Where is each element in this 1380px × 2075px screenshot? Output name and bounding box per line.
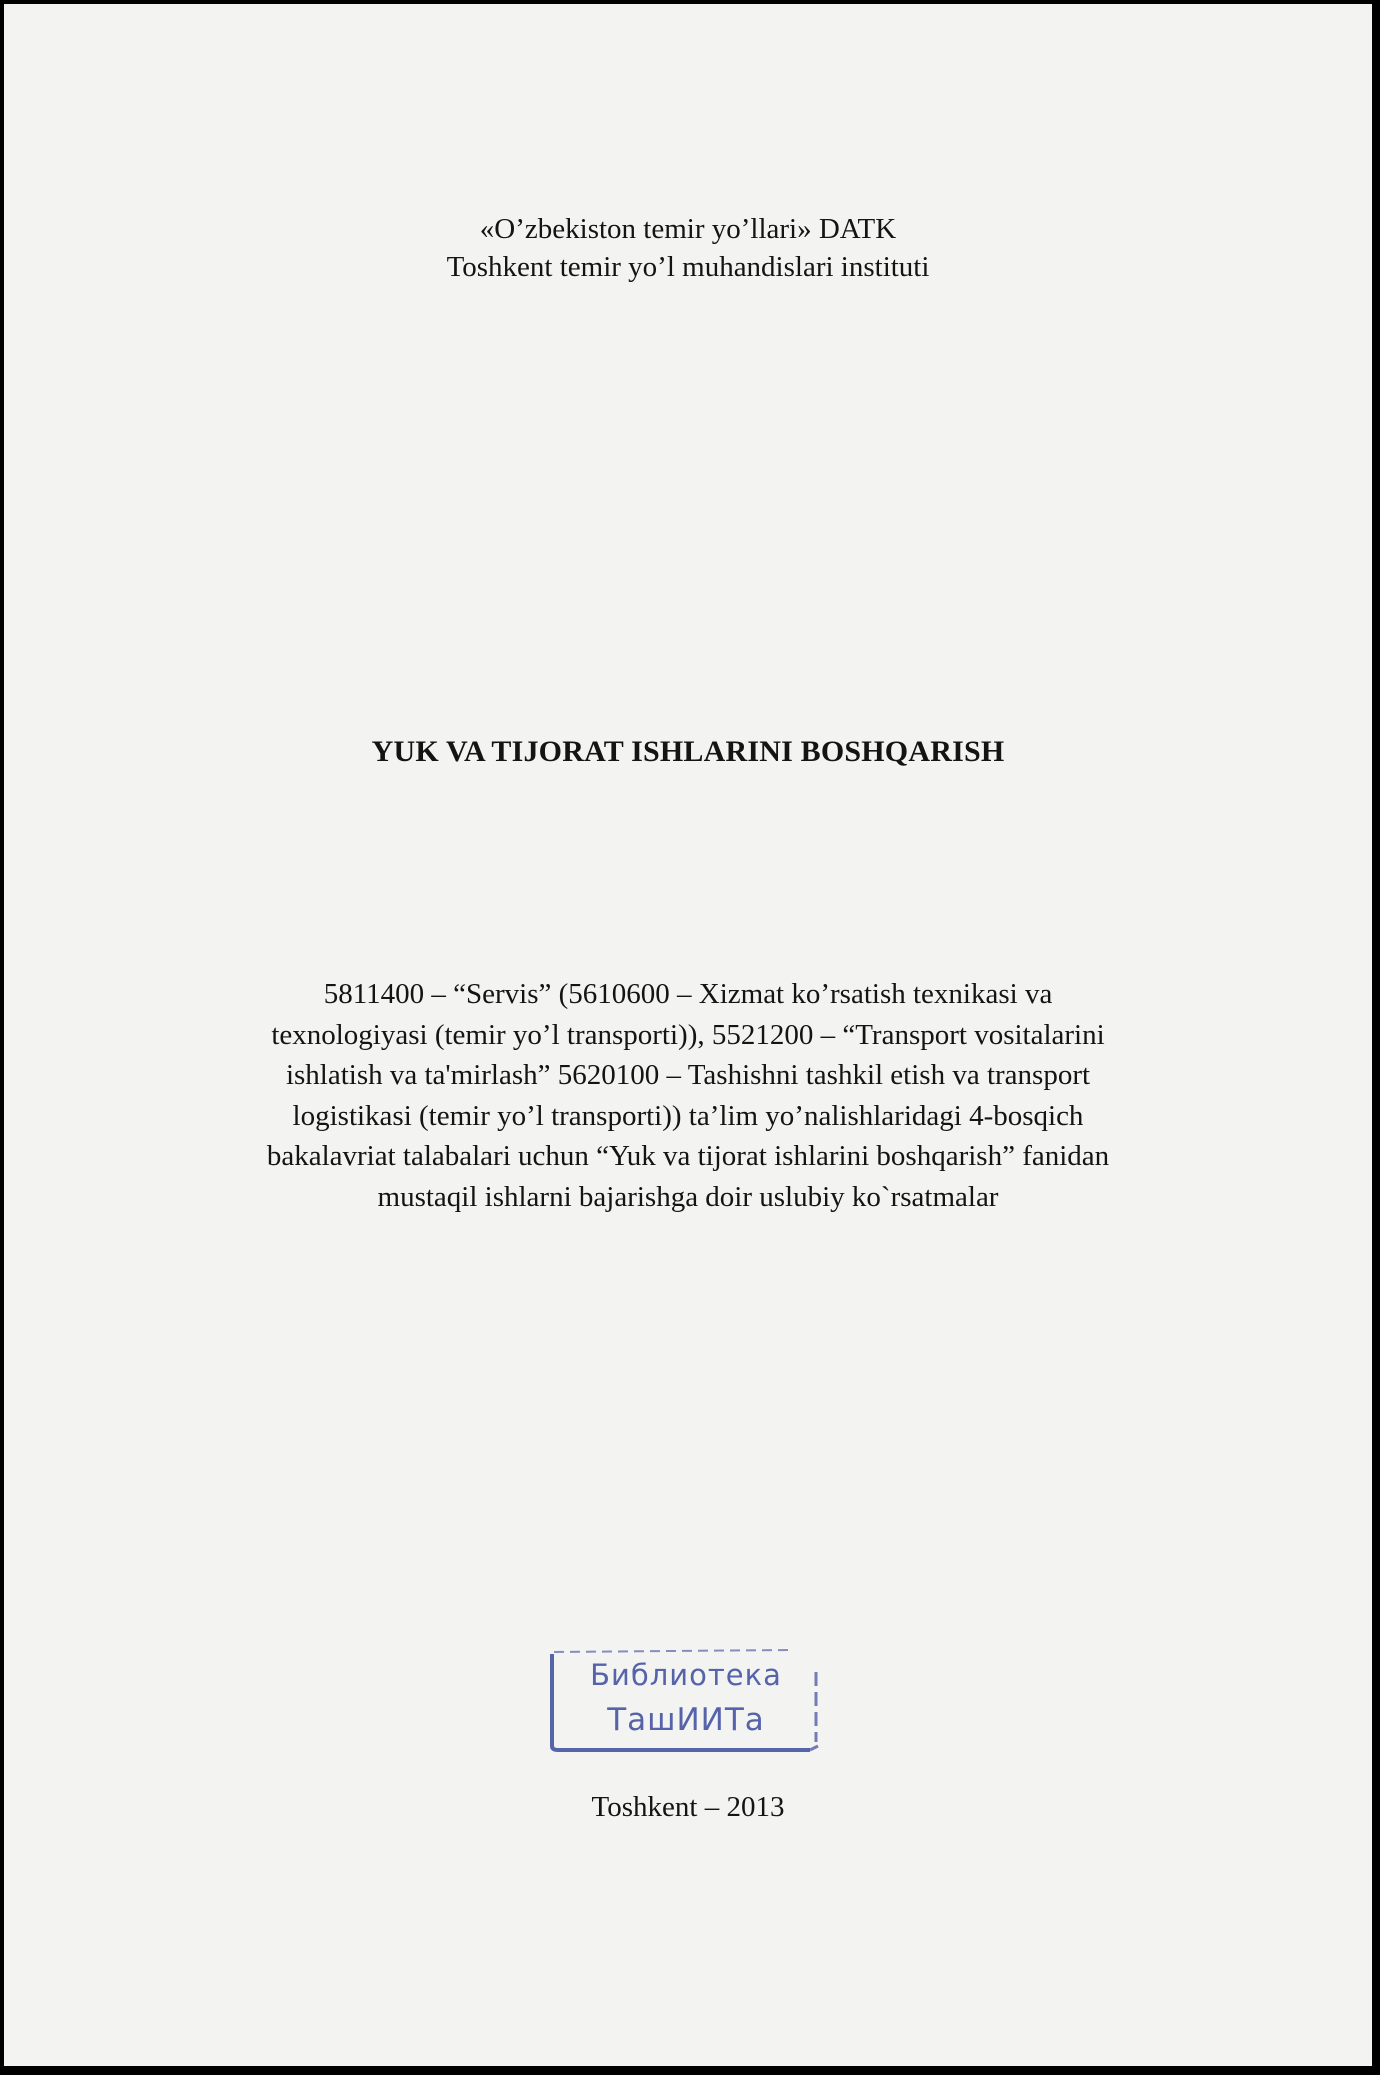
document-description [4,974,1372,1217]
organization-name: «O’zbekiston temir yo’llari» DATK [479,213,897,245]
stamp-text-institute: ТашИИТа [607,1702,765,1738]
description-line: bakalavriat talabalari uchun “Yuk va tijorat ishlarini boshqarish” fanidan [266,1140,1110,1172]
description-line: mustaqil ishlarni bajarishga doir uslubiy ko`rsatmalar [377,1180,999,1213]
description-line: texnologiyasi (temir yo’l transporti)), 5521200 – “Transport vositalarini [271,1018,1105,1051]
place-and-year: Toshkent – 2013 [591,1791,785,1823]
stamp-text-library: Библиотека [590,1658,782,1692]
document-page [4,4,1372,2066]
document-title: YUK VA TIJORAT ISHLARINI BOSHQARISH [371,735,1005,768]
institute-name: Toshkent temir yo’l muhandislari instituti [446,251,930,283]
institution-header [4,210,1372,286]
library-stamp [548,1642,824,1758]
description-line: 5811400 – “Servis” (5610600 – Xizmat ko’rsatish texnikasi va [323,978,1053,1010]
description-line: ishlatish va ta'mirlash” 5620100 – Tashishni tashkil etish va transport [285,1059,1091,1091]
description-line: logistikasi (temir yo’l transporti)) ta’lim yo’nalishlaridagi 4-bosqich [292,1099,1084,1132]
